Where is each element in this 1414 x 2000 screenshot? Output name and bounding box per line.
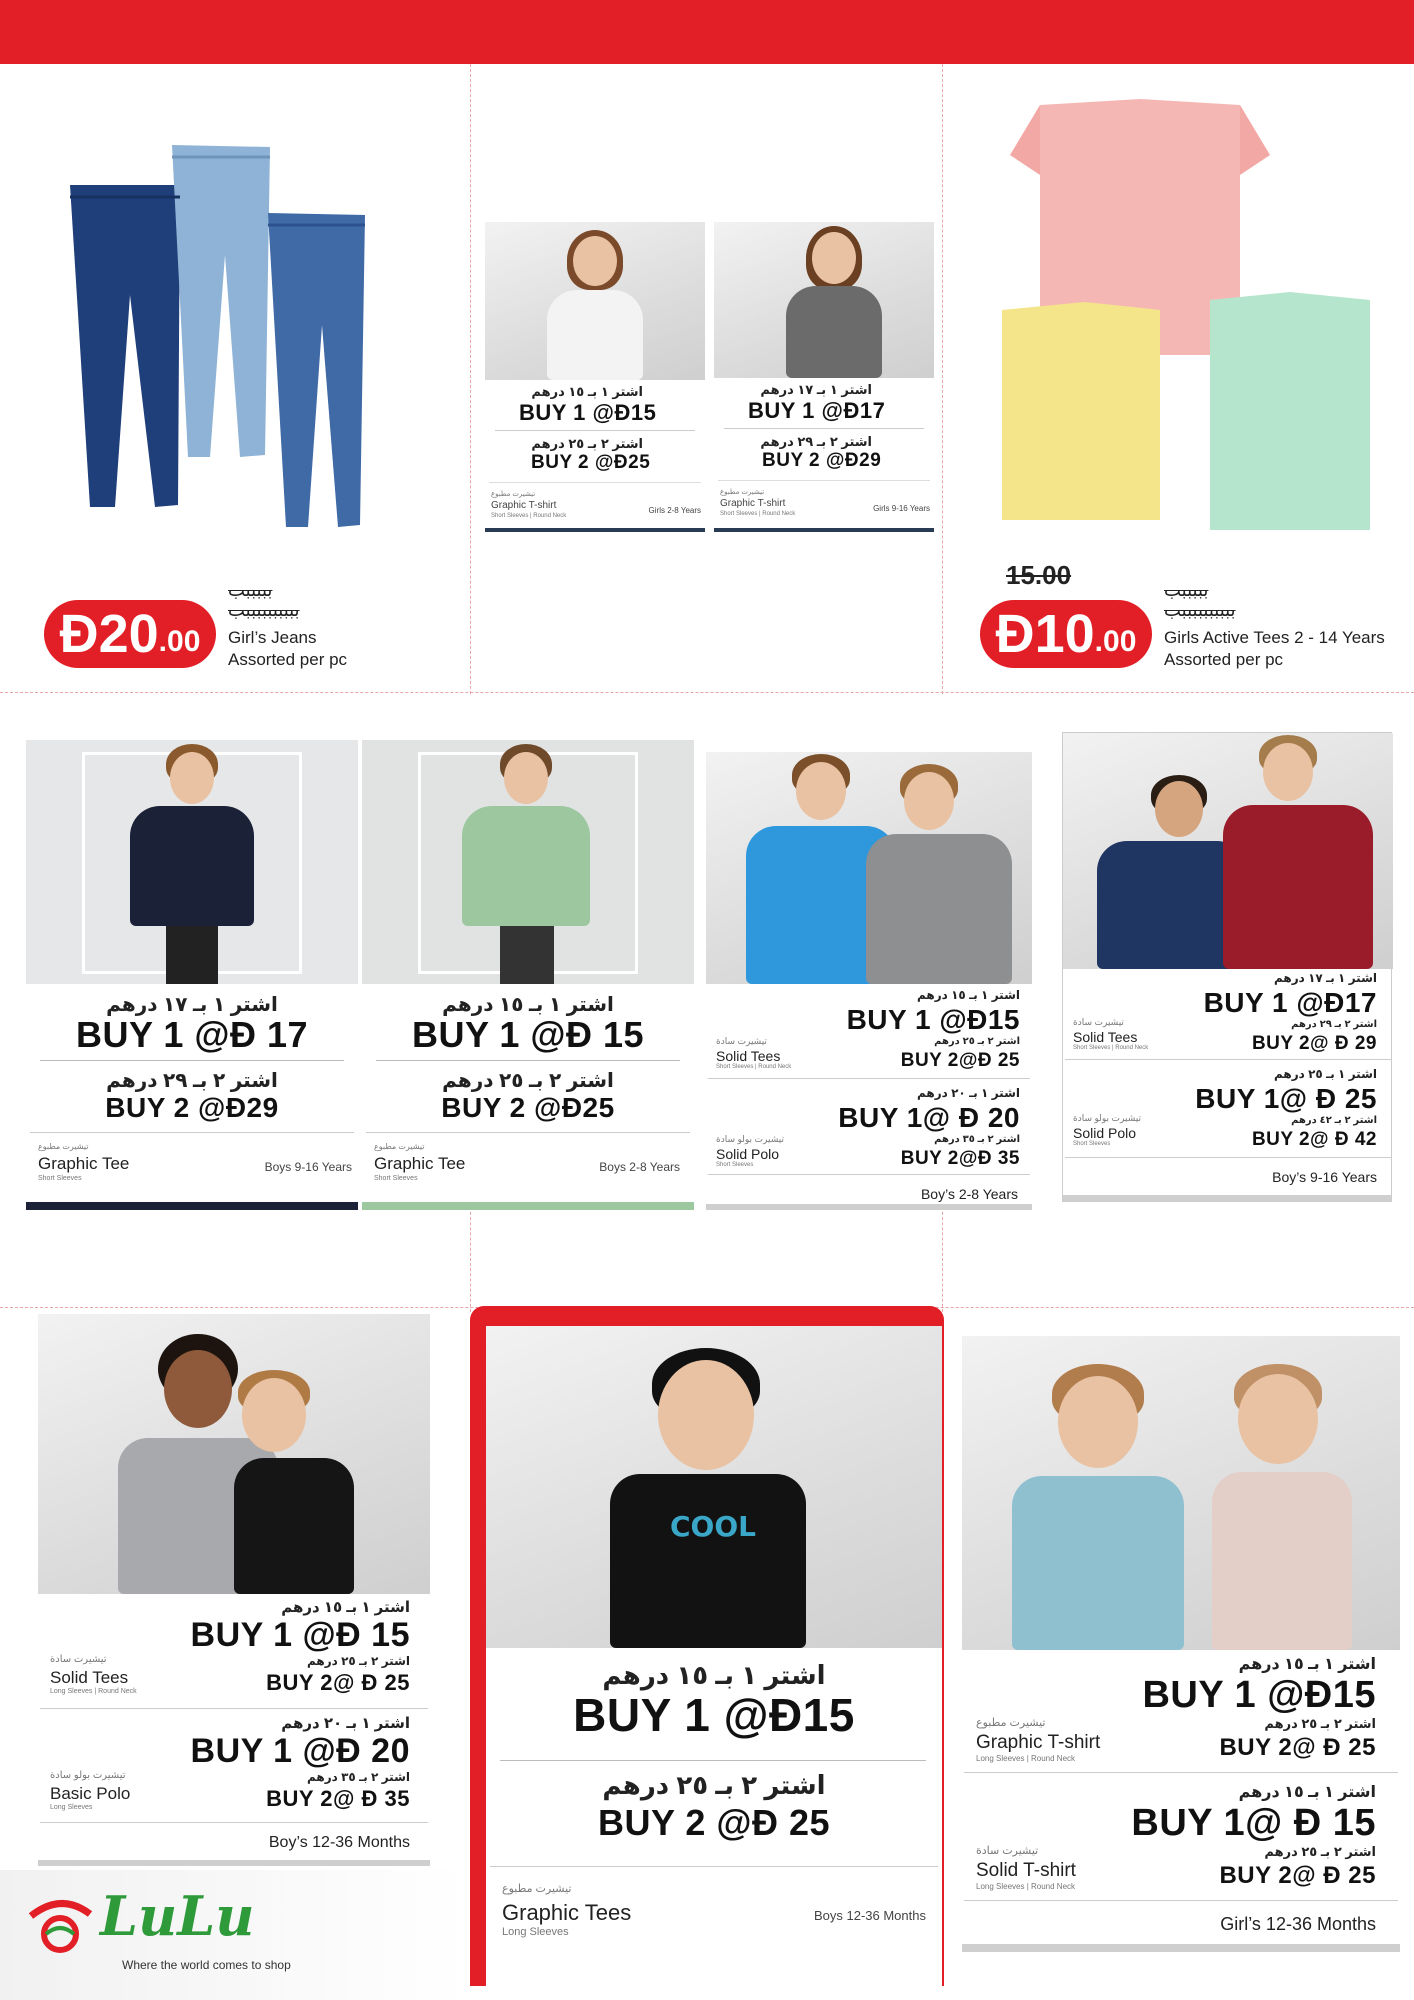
divider-line: [470, 64, 471, 694]
boys-solid-2-8-card: [706, 752, 1032, 1210]
offer-arabic-2: اشتر ٢ بـ ٢٥ درهم: [306, 1654, 410, 1668]
color-band: [485, 528, 705, 532]
color-band: [962, 1944, 1400, 1952]
product-name: Solid T-shirt: [976, 1860, 1076, 1881]
offer-buy-2: BUY 2@ Đ 29: [1251, 1033, 1377, 1054]
offer-buy-2: BUY 2@ Đ 25: [1219, 1734, 1376, 1761]
offer-arabic-1: اشتر ١ بـ ٢٠ درهم: [281, 1715, 410, 1732]
product-detail: Long Sleeves | Round Neck: [976, 1882, 1076, 1891]
price-whole: Đ20: [59, 604, 159, 664]
product-arabic-name: تيشيرت مطبوع: [502, 1883, 572, 1895]
jeans-price-badge: [44, 600, 216, 668]
offer-buy-2: BUY 2 @Đ25: [441, 1092, 615, 1123]
price-decimal: .00: [1094, 625, 1137, 658]
offer-arabic-2: اشتر ٢ بـ ٢٥ درهم: [934, 1036, 1020, 1047]
product-detail: Short Sleeves: [1073, 1141, 1111, 1147]
age-range: Boy’s 2-8 Years: [920, 1186, 1018, 1202]
product-detail: Long Sleeves: [502, 1926, 569, 1938]
offer-arabic-1: اشتر ١ بـ ١٥ درهم: [602, 1660, 826, 1690]
active-tees-image: [990, 95, 1390, 535]
boys-graphic-tee-2-8-card: [362, 740, 694, 1210]
offer-buy-1: BUY 1@ Đ 25: [1195, 1083, 1377, 1114]
product-arabic-name: تيشيرت سادة: [976, 1845, 1039, 1857]
product-arabic-name: تيشيرت مطبوع: [491, 491, 536, 498]
product-name: Graphic T-shirt: [491, 500, 557, 511]
product-detail: Short Sleeves | Round Neck: [1073, 1045, 1149, 1051]
offer-buy-1: BUY 1 @Đ15: [1142, 1674, 1376, 1716]
product-arabic-name: تيشيرت مطبوع: [976, 1717, 1046, 1729]
offer-arabic-1: اشتر ١ بـ ١٥ درهم: [442, 994, 614, 1016]
top-red-bar: [0, 0, 1414, 64]
jeans-subtitle: Assorted per pc: [228, 650, 348, 669]
color-band: [1063, 1195, 1391, 1201]
product-arabic-name: تيشيرت بولو سادة: [1073, 1113, 1141, 1123]
jeans-arabic-line-2: ببببببببببب: [228, 600, 300, 620]
offer-arabic-1: اشتر ١ بـ ٢٥ درهم: [1273, 1067, 1377, 1081]
offer-arabic-1: اشتر ١ بـ ١٧ درهم: [106, 994, 278, 1016]
brand-tagline: Where the world comes to shop: [122, 1958, 291, 1972]
jeans-title: Girl’s Jeans: [228, 628, 317, 647]
toddler-photo: [486, 1326, 942, 1648]
color-band: [38, 1860, 430, 1866]
girls-graphic-tee-2-8-card: [485, 222, 705, 534]
boys-graphic-tee-9-16-card: [26, 740, 358, 1210]
color-band: [706, 1204, 1032, 1210]
product-detail: Long Sleeves | Round Neck: [50, 1688, 137, 1695]
price-whole: Đ10: [995, 604, 1095, 664]
girls-graphic-tee-9-16-card: [714, 222, 934, 534]
product-name: Graphic T-shirt: [976, 1732, 1101, 1753]
divider-line: [0, 692, 1414, 693]
boys-photo: [706, 752, 1032, 984]
offer-buy-2: BUY 2@Đ 35: [900, 1148, 1020, 1169]
product-name: Solid Tees: [716, 1048, 781, 1064]
active-tees-old-price: 15.00: [1006, 560, 1072, 590]
product-arabic-name: تيشيرت مطبوع: [38, 1142, 89, 1151]
offer-buy-2: BUY 2@ Đ 25: [1219, 1862, 1376, 1889]
divider-line: [942, 1212, 943, 1312]
girls-12-36-card: [962, 1336, 1400, 1956]
color-band: [714, 528, 934, 532]
offer-arabic-1: اشتر ١ بـ ٢٠ درهم: [916, 1086, 1020, 1100]
product-name: Graphic Tees: [502, 1900, 632, 1925]
offer-buy-2: BUY 2 @Đ25: [531, 452, 651, 473]
color-band: [362, 1202, 694, 1210]
age-range: Boys 12-36 Months: [813, 1908, 926, 1923]
offer-arabic-2: اشتر ٢ بـ ٣٥ درهم: [934, 1134, 1020, 1145]
product-arabic-name: تيشيرت مطبوع: [720, 489, 765, 496]
product-detail: Short Sleeves: [38, 1175, 82, 1182]
product-arabic-name: تيشيرت سادة: [716, 1036, 767, 1046]
product-name: Basic Polo: [50, 1784, 131, 1803]
featured-graphic-tees-card: [486, 1326, 942, 1986]
toddlers-photo: [962, 1336, 1400, 1650]
product-name: Solid Tees: [1073, 1029, 1138, 1045]
product-name: Solid Tees: [50, 1668, 129, 1687]
offer-buy-2: BUY 2 @Đ29: [762, 450, 882, 471]
offer-arabic-1: اشتر ١ بـ ١٥ درهم: [281, 1599, 410, 1616]
boy-photo: [26, 740, 358, 984]
offer-buy-1: BUY 1 @Đ 17: [75, 1014, 309, 1055]
offer-arabic-1: اشتر ١ بـ ١٧ درهم: [1273, 971, 1377, 985]
product-detail: Long Sleeves | Round Neck: [976, 1754, 1076, 1763]
offer-arabic-2: اشتر ٢ بـ ٢٩ درهم: [1291, 1019, 1377, 1030]
product-name: Solid Polo: [716, 1146, 780, 1162]
jeans-arabic-line-1: بببببب: [228, 580, 273, 600]
age-range: Girls 9-16 Years: [873, 504, 930, 513]
offer-buy-1: BUY 1@ Đ 20: [838, 1102, 1020, 1133]
boy-photo: [362, 740, 694, 984]
age-range: Boy’s 9-16 Years: [1272, 1169, 1377, 1185]
toddlers-photo: [38, 1314, 430, 1594]
offer-buy-1: BUY 1@ Đ 15: [1131, 1802, 1376, 1844]
offer-buy-1: BUY 1 @Đ17: [748, 398, 886, 423]
product-arabic-name: تيشيرت سادة: [1073, 1017, 1124, 1027]
offer-buy-1: BUY 1 @Đ 20: [190, 1732, 410, 1770]
offer-buy-1: BUY 1 @Đ15: [573, 1689, 855, 1741]
product-arabic-name: تيشيرت بولو سادة: [50, 1770, 126, 1781]
jeans-image: [60, 135, 380, 535]
offer-arabic-2: اشتر ٢ بـ ٢٩ درهم: [106, 1070, 278, 1092]
product-arabic-name: تيشيرت بولو سادة: [716, 1134, 784, 1144]
product-detail: Short Sleeves | Round Neck: [716, 1064, 792, 1070]
age-range: Boys 2-8 Years: [599, 1160, 680, 1174]
offer-buy-1: BUY 1 @Đ 15: [190, 1616, 410, 1654]
product-name: Solid Polo: [1073, 1125, 1137, 1141]
age-range: Girls 2-8 Years: [648, 506, 701, 515]
girl-photo: [485, 222, 705, 380]
divider-line: [470, 1212, 471, 1312]
offer-arabic-1: اشتر ١ بـ ١٥ درهم: [1238, 1784, 1376, 1801]
age-range: Girl’s 12-36 Months: [1220, 1914, 1376, 1934]
offer-arabic-2: اشتر ٢ بـ ٢٥ درهم: [531, 436, 643, 451]
product-detail: Short Sleeves | Round Neck: [720, 511, 796, 517]
product-detail: Long Sleeves: [50, 1804, 93, 1811]
product-detail: Short Sleeves: [374, 1175, 418, 1182]
offer-buy-2: BUY 2@ Đ 35: [266, 1786, 410, 1811]
lulu-logo-icon: [26, 1896, 96, 1956]
offer-buy-2: BUY 2@ Đ 42: [1251, 1129, 1377, 1150]
price-decimal: .00: [158, 625, 201, 658]
girl-photo: [714, 222, 934, 378]
offer-buy-1: BUY 1 @Đ 15: [411, 1014, 645, 1055]
product-arabic-name: تيشيرت مطبوع: [374, 1142, 425, 1151]
color-band: [26, 1202, 358, 1210]
offer-buy-2: BUY 2 @Đ29: [105, 1092, 279, 1123]
offer-arabic-1: اشتر ١ بـ ١٥ درهم: [1238, 1656, 1376, 1673]
shirt-print: COOL: [670, 1510, 756, 1543]
offer-arabic-2: اشتر ٢ بـ ٤٢ درهم: [1291, 1115, 1377, 1126]
offer-buy-1: BUY 1 @Đ15: [519, 400, 657, 425]
active-tees-arabic-line-2: ببببببببببب: [1164, 600, 1236, 620]
boys-photo: [1063, 733, 1393, 969]
offer-buy-1: BUY 1 @Đ17: [1203, 987, 1377, 1018]
active-tees-title: Girls Active Tees 2 - 14 Years: [1164, 628, 1385, 647]
offer-arabic-2: اشتر ٢ بـ ٢٥ درهم: [1264, 1844, 1376, 1859]
offer-arabic-2: اشتر ٢ بـ ٢٥ درهم: [602, 1770, 826, 1800]
boys-solid-9-16-card: [1062, 732, 1392, 1202]
offer-arabic-2: اشتر ٢ بـ ٢٩ درهم: [760, 434, 872, 449]
brand-name: LuLu: [100, 1884, 255, 1948]
boys-12-36-card: [38, 1314, 430, 1870]
offer-buy-1: BUY 1 @Đ15: [846, 1004, 1020, 1035]
product-name: Graphic T-shirt: [720, 498, 786, 509]
offer-buy-2: BUY 2@ Đ 25: [266, 1670, 410, 1695]
age-range: Boy’s 12-36 Months: [268, 1834, 410, 1851]
product-name: Graphic Tee: [374, 1154, 466, 1173]
offer-arabic-1: اشتر ١ بـ ١٧ درهم: [760, 382, 872, 397]
active-tees-arabic-line-1: بببببب: [1164, 580, 1209, 600]
product-arabic-name: تيشيرت سادة: [50, 1654, 107, 1665]
age-range: Boys 9-16 Years: [264, 1160, 352, 1174]
product-detail: Short Sleeves | Round Neck: [491, 513, 567, 519]
offer-arabic-1: اشتر ١ بـ ١٥ درهم: [531, 384, 643, 399]
offer-arabic-2: اشتر ٢ بـ ٣٥ درهم: [306, 1770, 410, 1784]
product-name: Graphic Tee: [38, 1154, 130, 1173]
offer-arabic-1: اشتر ١ بـ ١٥ درهم: [916, 988, 1020, 1002]
offer-arabic-2: اشتر ٢ بـ ٢٥ درهم: [1264, 1716, 1376, 1731]
offer-arabic-2: اشتر ٢ بـ ٢٥ درهم: [442, 1070, 614, 1092]
offer-buy-2: BUY 2 @Đ 25: [597, 1802, 831, 1843]
active-tees-price-badge: [980, 600, 1152, 668]
active-tees-subtitle: Assorted per pc: [1164, 650, 1284, 669]
divider-line: [942, 64, 943, 694]
product-detail: Short Sleeves: [716, 1162, 754, 1168]
offer-buy-2: BUY 2@Đ 25: [900, 1050, 1020, 1071]
